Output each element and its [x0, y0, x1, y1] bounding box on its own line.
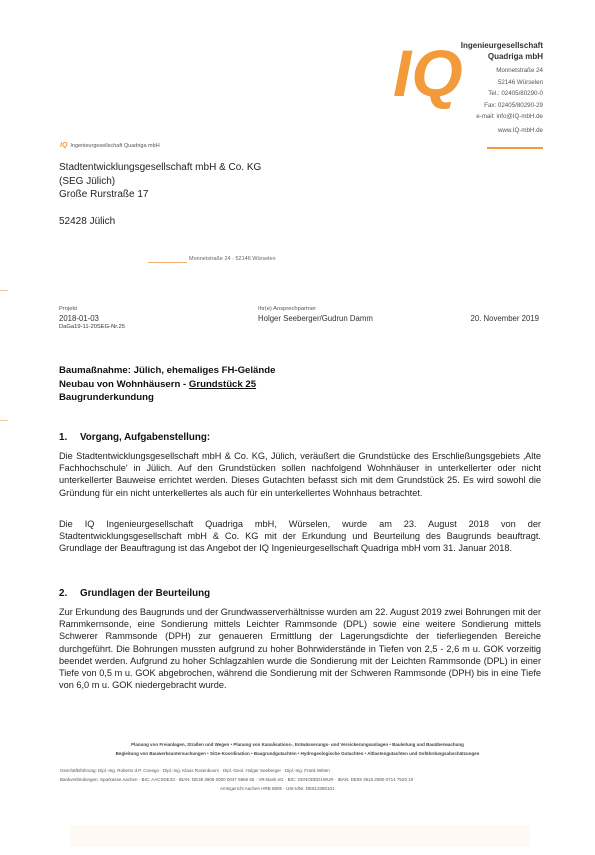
recipient-zip-city: 52428 Jülich — [59, 215, 116, 227]
company-city: 52146 Würselen — [497, 78, 543, 86]
recipient-address — [59, 161, 261, 228]
footer-services-line1: Planung von Freianlagen, Straßen und Wegen • Planung von Kanalisations-, Entwässerungs- und Versickerungsanlagen • Bauleitung und Bauüberwachung — [131, 742, 464, 747]
subject-line2-prefix: Neubau von Wohnhäusern - — [59, 378, 189, 390]
footer-bank: Bankverbindungen: Sparkasse Aachen · BIC: AACSDE33 · IBAN: DE39 3905 0000 0047 6865 55 · VR-Bank eG · BIC: GENODED1WUR · IBAN: DE59 3916 2980 0714 7520 10 — [60, 777, 414, 782]
section-2-heading — [59, 588, 210, 599]
project-code: DaGa19-11-20SEG-Nr.25 — [59, 324, 125, 330]
fold-mark-middle — [0, 420, 8, 421]
footer-management: Geschäftsführung: Dipl.-Ing. Roberto d.P. Conego · Dipl.-Ing. Klaus Rosenboom · Dipl.-Geol. Holger Seeberger · Dipl.-Ing. Frank Witten — [60, 768, 330, 773]
recipient-line3: Große Rurstraße 17 — [59, 189, 149, 200]
footer-services — [40, 741, 555, 758]
project-number: 2018-01-03 — [59, 314, 99, 323]
company-fax: Fax: 02405/80290-29 — [484, 101, 543, 109]
logo-lettering: IQ — [393, 36, 463, 110]
recipient-line1: Stadtentwicklungsgesellschaft mbH & Co. KG — [59, 162, 262, 173]
company-email: e-mail: info@IQ-mbH.de — [476, 113, 543, 120]
section-2-paragraph-1: Zur Erkundung des Baugrunds und der Grundwasserverhältnisse wurden am 22. August 2019 zwei Bohrungen mit der Rammkernsonde, eine Sondierung mittels Leichter Rammsonde (DPL) sowie eine weitere Sondierung mittels Schwerer Rammsonde (DPH) zur genaueren Ermittlung der Lagerungsdichte der tieferliegenden Bereiche durchgeführt. Die Bohrungen mussten aufgrund zu hoher Bohrwiderstände in Tiefen von 2,5 - 2,6 m u. GOK vorzeitig beendet werden. Aufgrund zu hoher Schlagzahlen wurde die Sondierung mit der Leichten Rammsonde (DPL) in einer Tiefe von 0,5 m u. GOK abgebrochen, während die Sondierung mit der Schweren Rammsonde (DPH) bis in eine Tiefe von 6,0 m u. GOK niedergebracht wurde. — [59, 607, 541, 691]
contact-label: Ihr(e) Ansprechpartner — [258, 306, 316, 312]
footer-services-line2: Begleitung von Bauwerksuntersuchungen • SiGe-Koordination • Baugrundgutachten • Hydrogeologische Gutachten • Altlastengutachten und Gefährdungsabschätzungen — [115, 750, 480, 756]
mid-address-rule — [148, 262, 187, 263]
project-label: Projekt — [59, 306, 78, 312]
contact-names: Holger Seeberger/Gudrun Damm — [258, 314, 373, 323]
fold-mark-top — [0, 290, 8, 291]
sender-logo-mark: IQ — [60, 142, 68, 149]
footer-court: Amtsgericht Aachen HRB 8805 · USt-IdNr. DE813380101 — [220, 786, 335, 791]
footer-watermark — [70, 815, 530, 855]
section-2-number: 2. — [59, 588, 68, 599]
company-name-line2: Quadriga mbH — [487, 52, 543, 61]
section-1-number: 1. — [59, 432, 68, 443]
section-1-title: Vorgang, Aufgabenstellung: — [80, 432, 211, 443]
company-tel: Tel.: 02405/80290-0 — [488, 90, 543, 97]
section-1-paragraph-2: Die IQ Ingenieurgesellschaft Quadriga mbH, Würselen, wurde am 23. August 2018 von der Stadtentwicklungsgesellschaft mbH & Co. KG mit der Erkundung und Beurteilung des Baugrunds beauftragt. Grundlage der Beauftragung ist das Angebot der IQ Ingenieurgesellschaft Quadriga mbH vom 31. Januar 2018. — [59, 519, 541, 554]
section-2-title: Grundlagen der Beurteilung — [80, 588, 211, 599]
company-contact-block — [461, 40, 543, 136]
subject-block — [59, 364, 275, 405]
company-name: Ingenieurgesellschaft — [460, 41, 543, 50]
recipient-line2: (SEG Jülich) — [59, 175, 116, 187]
subject-line1: Baumaßnahme: Jülich, ehemaliges FH-Gelände — [59, 365, 276, 376]
subject-plot-number: Grundstück 25 — [188, 378, 257, 390]
subject-line3: Baugrunderkundung — [59, 392, 154, 404]
mid-address: Monnetstraße 24 · 52146 Würselen — [189, 256, 276, 262]
company-website: www.IQ-mbH.de — [497, 126, 543, 134]
section-1-heading — [59, 432, 210, 443]
section-1-paragraph-1: Die Stadtentwicklungsgesellschaft mbH & Co. KG, Jülich, veräußert die Grundstücke des Erschließungsgebiets ‚Alte Fachhochschule' in Jülich. Auf den Grundstücken sollen nachfolgend Wohnhäuser in unterkellerter oder nicht unterkellerter Bauweise errichtet werden. Dieses Gutachten befasst sich mit dem Grundstück 25. Es wird sowohl die Gründung für ein nicht unterkellertes als auch für ein unterkellertes Wohnhaus betrachtet. — [59, 451, 541, 498]
letterhead-rule — [487, 147, 543, 149]
sender-text: Ingenieurgesellschaft Quadriga mbH — [70, 142, 160, 149]
iq-logo — [393, 36, 463, 110]
subject-line2 — [59, 378, 275, 392]
letter-date: 20. November 2019 — [470, 314, 539, 323]
company-street: Monnetstraße 24 — [496, 67, 543, 74]
sender-line — [60, 142, 160, 149]
